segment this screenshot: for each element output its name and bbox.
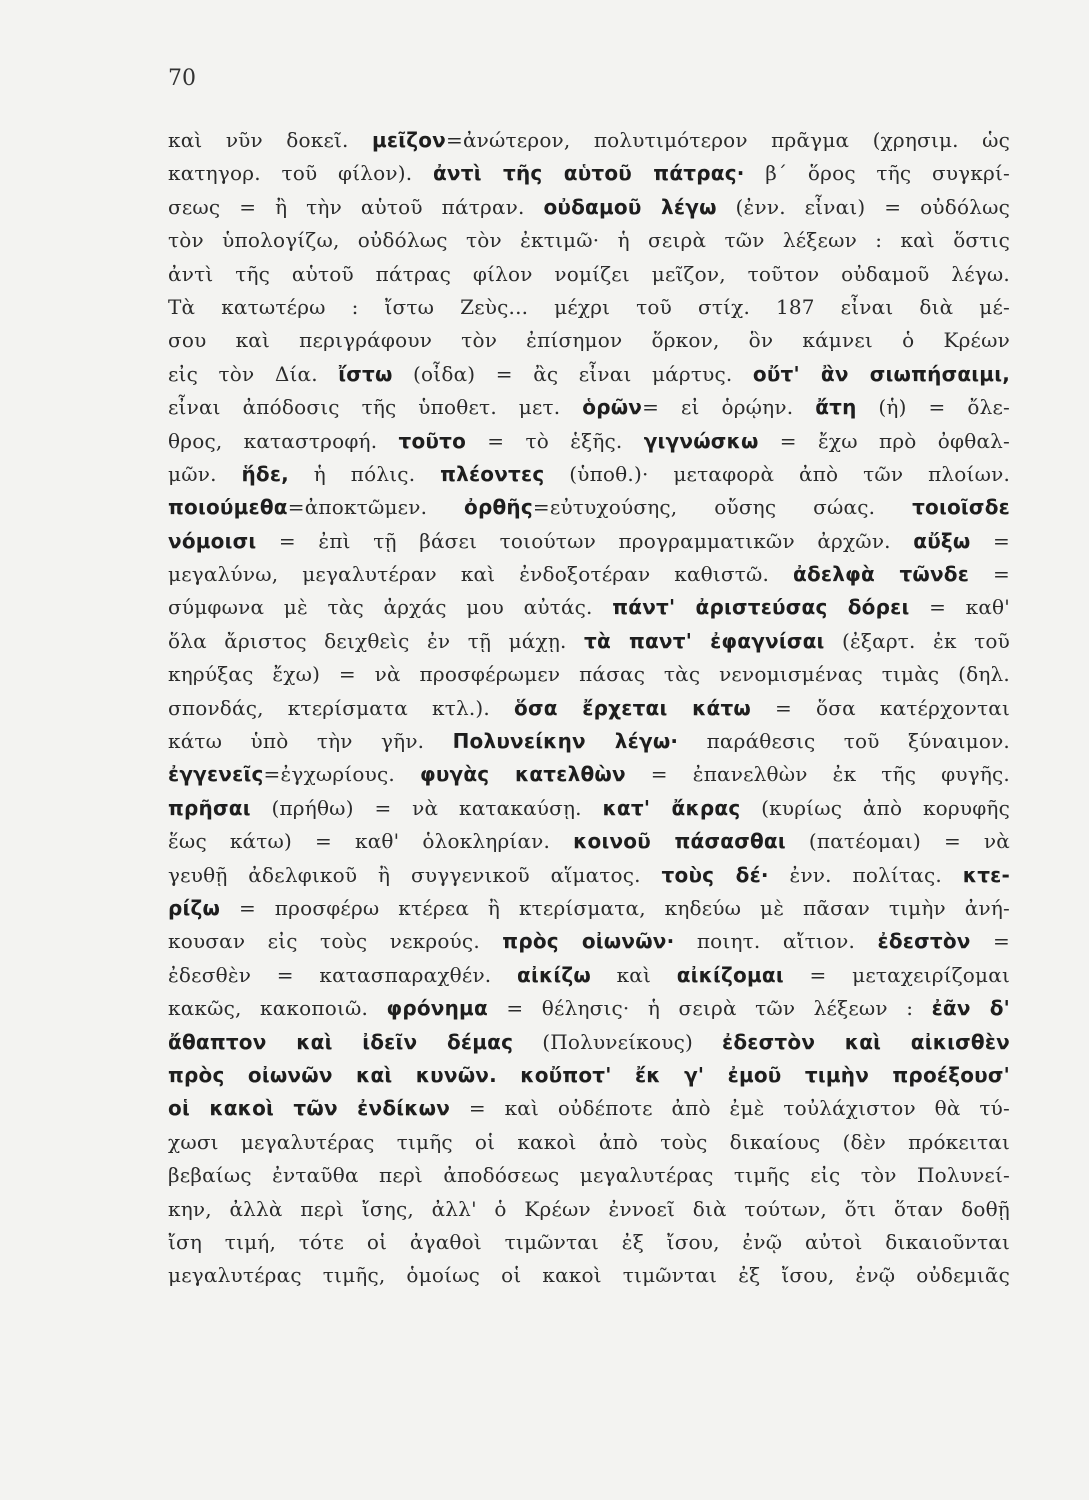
lemma-term: ρίζω: [168, 895, 221, 920]
text-line: [168, 792, 1010, 825]
gloss-text: γευθῇ ἀδελφικοῦ ἢ συγγενικοῦ αἵματος.: [168, 862, 662, 887]
lemma-term: ἐδεστὸν: [877, 929, 971, 954]
lemma-term: ἀντὶ τῆς αὑτοῦ πάτρας·: [432, 161, 745, 186]
lemma-term: ἐδεστὸν καὶ αἰκισθὲν: [722, 1029, 1010, 1054]
gloss-text: ἡ πόλις.: [288, 461, 441, 486]
gloss-text: (Πολυνείκους): [513, 1029, 723, 1054]
lemma-term: ὀρθῆς: [464, 495, 533, 520]
lemma-term: αἰκίζω: [517, 962, 591, 987]
text-line: [168, 1092, 1010, 1125]
gloss-text: κηρύξας ἔχω) = νὰ προσφέρωμεν πάσας τὰς νενομισμένας τιμὰς (δηλ.: [168, 662, 1010, 687]
gloss-text: κακῶς, κακοποιῶ.: [168, 996, 387, 1021]
lemma-term: οὐδαμοῦ λέγω: [543, 194, 717, 219]
lemma-term: οὔτ' ἂν σιωπήσαιμι,: [752, 361, 1010, 386]
gloss-text: = μεταχειρίζομαι: [783, 962, 1010, 987]
text-line: [168, 1059, 1010, 1092]
text-line: [168, 825, 1010, 858]
lemma-term: ἐγγενεῖς: [168, 762, 264, 787]
text-line: [168, 625, 1010, 658]
lemma-term: ἴστω: [338, 361, 393, 386]
text-line: [168, 1026, 1010, 1059]
gloss-text: τὸν ὑπολογίζω, οὐδόλως τὸν ἐκτιμῶ· ἡ σειρὰ τῶν λέξεων : καὶ ὅστις: [168, 228, 1010, 253]
gloss-text: θρος, καταστροφή.: [168, 428, 399, 453]
text-line: [168, 925, 1010, 958]
gloss-text: =ἐγχωρίους.: [263, 762, 420, 787]
text-line: [168, 157, 1010, 190]
gloss-text: κην, ἀλλὰ περὶ ἴσης, ἀλλ' ὁ Κρέων ἐννοεῖ διὰ τούτων, ὅτι ὅταν δοθῇ: [168, 1196, 1010, 1221]
gloss-text: = ἐπὶ τῇ βάσει τοιούτων προγραμματικῶν ἀρχῶν.: [256, 528, 914, 553]
gloss-text: (κυρίως ἀπὸ κορυφῆς: [740, 795, 1010, 820]
lemma-term: τοιοῖσδε: [912, 495, 1010, 520]
lemma-term: κοινοῦ πάσασθαι: [573, 829, 786, 854]
text-line: [168, 558, 1010, 591]
gloss-text: = εἰ ὁρῴην.: [642, 395, 816, 420]
gloss-text: σου καὶ περιγράφουν τὸν ἐπίσημον ὅρκον, ὃν κάμνει ὁ Κρέων: [168, 328, 1010, 353]
lemma-term: αὔξω: [913, 528, 971, 553]
lemma-term: μεῖζον: [371, 128, 446, 152]
text-line: [168, 892, 1010, 925]
text-line: [168, 291, 1010, 324]
text-line: [168, 658, 1010, 691]
gloss-text: = καθ': [909, 595, 1010, 620]
gloss-text: =: [970, 528, 1010, 553]
text-line: [168, 425, 1010, 458]
lemma-term: ἥδε,: [241, 461, 289, 486]
lemma-term: ἄτη: [815, 395, 857, 420]
gloss-text: (ὑποθ.)· μεταφορὰ ἀπὸ τῶν πλοίων.: [544, 461, 1010, 486]
gloss-text: = προσφέρω κτέρεα ἢ κτερίσματα, κηδεύω μὲ πᾶσαν τιμὴν ἀνή-: [220, 895, 1010, 920]
gloss-text: μεγαλύνω, μεγαλυτέραν καὶ ἐνδοξοτέραν καθιστῶ.: [168, 562, 794, 587]
gloss-text: εἶναι ἀπόδοσις τῆς ὑποθετ. μετ.: [168, 395, 583, 420]
gloss-text: μεγαλυτέρας τιμῆς, ὁμοίως οἱ κακοὶ τιμῶνται ἐξ ἴσου, ἐνῷ οὐδεμιᾶς: [168, 1263, 1010, 1288]
text-line: [168, 324, 1010, 357]
lemma-term: νόμοισι: [168, 528, 257, 553]
lemma-term: φυγὰς κατελθὼν: [419, 762, 626, 787]
gloss-text: κουσαν εἰς τοὺς νεκρούς.: [168, 929, 503, 954]
gloss-text: σύμφωνα μὲ τὰς ἀρχάς μου αὐτάς.: [168, 595, 613, 620]
gloss-text: εἰς τὸν Δία.: [168, 361, 339, 386]
gloss-text: = θέλησις· ἡ σειρὰ τῶν λέξεων :: [487, 996, 932, 1021]
text-line: [168, 124, 1010, 157]
text-line: [168, 1159, 1010, 1192]
gloss-text: =ἀνώτερον, πολυτιμότερον πρᾶγμα (χρησιμ. ὡς: [446, 128, 1010, 152]
gloss-text: β΄ ὅρος τῆς συγκρί-: [744, 161, 1010, 186]
lemma-term: τὰ παντ' ἐφαγνίσαι: [584, 628, 825, 653]
gloss-text: ἕως κάτω) = καθ' ὁλοκληρίαν.: [168, 829, 574, 854]
lemma-term: πλέοντες: [440, 461, 545, 486]
lemma-term: ἐᾶν δ': [931, 996, 1010, 1021]
lemma-term: Πολυνείκην λέγω·: [452, 729, 679, 754]
gloss-text: βεβαίως ἐνταῦθα περὶ ἀποδόσεως μεγαλυτέρας τιμῆς εἰς τὸν Πολυνεί-: [168, 1163, 1010, 1188]
text-line: [168, 458, 1010, 491]
gloss-text: Τὰ κατωτέρω : ἴστω Ζεὺς... μέχρι τοῦ στίχ. 187 εἶναι διὰ μέ-: [168, 294, 1010, 319]
gloss-text: καὶ: [590, 962, 677, 987]
gloss-text: (πρήθω) = νὰ κατακαύσῃ.: [250, 795, 603, 820]
gloss-text: = ὅσα κατέρχονται: [751, 695, 1010, 720]
gloss-text: κατηγορ. τοῦ φίλον).: [168, 161, 433, 186]
text-line: [168, 191, 1010, 224]
lemma-term: ὅσα ἔρχεται κάτω: [514, 695, 752, 720]
gloss-text: (ἡ) = ὄλε-: [856, 395, 1010, 420]
text-line: [168, 758, 1010, 791]
gloss-text: ποιητ. αἴτιον.: [674, 929, 878, 954]
text-line: [168, 1193, 1010, 1226]
text-line: [168, 591, 1010, 624]
gloss-text: =: [969, 562, 1010, 587]
gloss-text: (ἐνν. εἶναι) = οὐδόλως: [716, 194, 1010, 219]
text-line: [168, 358, 1010, 391]
gloss-text: ἴση τιμή, τότε οἱ ἀγαθοὶ τιμῶνται ἐξ ἴσου, ἐνῷ αὐτοὶ δικαιοῦνται: [168, 1229, 1010, 1254]
gloss-text: = τὸ ἑξῆς.: [466, 428, 644, 453]
gloss-text: ἀντὶ τῆς αὑτοῦ πάτρας φίλον νομίζει μεῖζον, τοῦτον οὐδαμοῦ λέγω.: [168, 261, 1010, 286]
gloss-text: σπονδάς, κτερίσματα κτλ.).: [168, 695, 515, 720]
commentary-text: [168, 124, 1010, 1293]
page-number: 70: [168, 66, 196, 91]
lemma-term: κτε-: [962, 862, 1010, 887]
text-line: [168, 525, 1010, 558]
lemma-term: ἀδελφὰ τῶνδε: [793, 562, 970, 587]
text-line: [168, 859, 1010, 892]
lemma-term: ὁρῶν: [582, 395, 643, 420]
gloss-text: = ἐπανελθὼν ἐκ τῆς φυγῆς.: [625, 762, 1010, 787]
gloss-text: παράθεσις τοῦ ξύναιμον.: [678, 729, 1010, 754]
gloss-text: μῶν.: [168, 461, 242, 486]
gloss-text: (ἐξαρτ. ἐκ τοῦ: [824, 628, 1010, 653]
lemma-term: οἱ κακοὶ τῶν ἐνδίκων: [168, 1096, 451, 1121]
gloss-text: κάτω ὑπὸ τὴν γῆν.: [168, 729, 453, 754]
text-line: [168, 959, 1010, 992]
gloss-text: =εὐτυχούσης, οὔσης σώας.: [532, 495, 913, 520]
text-line: [168, 1126, 1010, 1159]
gloss-text: ἐνν. πολίτας.: [768, 862, 963, 887]
gloss-text: (πατέομαι) = νὰ: [785, 829, 1010, 854]
text-line: [168, 258, 1010, 291]
lemma-term: πρὸς οἰωνῶν·: [502, 929, 675, 954]
lemma-term: πάντ' ἀριστεύσας δόρει: [612, 595, 910, 620]
lemma-term: ἄθαπτον καὶ ἰδεῖν δέμας: [168, 1029, 514, 1054]
gloss-text: =: [970, 929, 1011, 954]
text-line: [168, 992, 1010, 1025]
gloss-text: χωσι μεγαλυτέρας τιμῆς οἱ κακοὶ ἀπὸ τοὺς δικαίους (δὲν πρόκειται: [168, 1129, 1010, 1154]
lemma-term: φρόνημα: [386, 996, 488, 1021]
gloss-text: σεως = ἢ τὴν αὑτοῦ πάτραν.: [168, 194, 544, 219]
gloss-text: = ἔχω πρὸ ὀφθαλ-: [758, 428, 1010, 453]
gloss-text: καὶ νῦν δοκεῖ.: [168, 128, 372, 152]
gloss-text: = καὶ οὐδέποτε ἀπὸ ἐμὲ τοὐλάχιστον θὰ τύ-: [450, 1096, 1010, 1121]
lemma-term: γιγνώσκω: [643, 428, 759, 453]
text-line: [168, 224, 1010, 257]
gloss-text: (οἶδα) = ἂς εἶναι μάρτυς.: [392, 361, 753, 386]
lemma-term: ποιούμεθα: [168, 495, 288, 520]
gloss-text: ἐδεσθὲν = κατασπαραχθέν.: [168, 962, 518, 987]
gloss-text: ὅλα ἄριστος δειχθεὶς ἐν τῇ μάχῃ.: [168, 628, 585, 653]
lemma-term: πρῆσαι: [168, 795, 251, 820]
text-line: [168, 692, 1010, 725]
gloss-text: =ἀποκτῶμεν.: [287, 495, 465, 520]
lemma-term: πρὸς οἰωνῶν καὶ κυνῶν. κοὔποτ' ἔκ γ' ἐμοῦ τιμὴν προέξουσ': [168, 1062, 1010, 1087]
text-line: [168, 391, 1010, 424]
lemma-term: κατ' ἄκρας: [602, 795, 741, 820]
text-line: [168, 1226, 1010, 1259]
text-line: [168, 491, 1010, 524]
text-line: [168, 1259, 1010, 1292]
lemma-term: τοῦτο: [398, 428, 467, 453]
lemma-term: τοὺς δέ·: [661, 862, 769, 887]
lemma-term: αἰκίζομαι: [676, 962, 784, 987]
text-line: [168, 725, 1010, 758]
